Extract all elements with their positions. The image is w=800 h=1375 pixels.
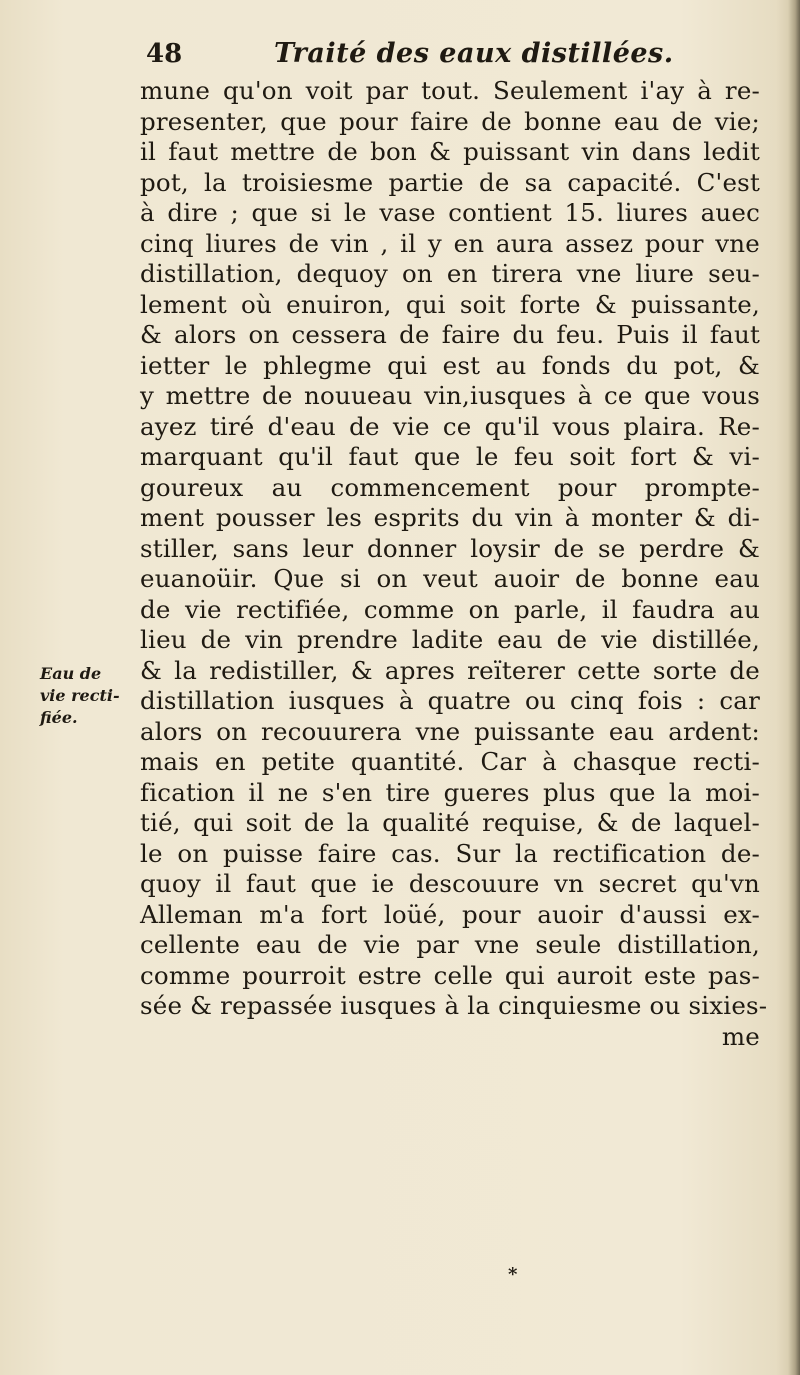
page-edge-shadow [788,0,800,1375]
margin-note [40,663,140,729]
text-line: mais en petite quantité. Car à chasque recti- [140,747,760,776]
text-line: de vie rectifiée, comme on parle, il faudra au [140,594,760,624]
page-header [146,34,766,74]
text-line: pot, la troisiesme partie de sa capacité. C'est [140,167,760,197]
text-line: cinq liures de vin , il y en aura assez pour vne [140,228,760,258]
text-line: Alleman m'a fort loüé, pour auoir d'aussi ex- [140,899,760,929]
text-line: stiller, sans leur donner loysir de se perdre & [140,533,760,563]
text-line: ayez tiré d'eau de vie ce qu'il vous plaira. Re- [140,411,760,441]
text-line: presenter, que pour faire de bonne eau de vie; [140,106,760,136]
body-text [140,76,768,1052]
catchword: me [721,1021,760,1051]
text-line: distillation iusques à quatre ou cinq fois : car [140,686,760,715]
text-line: & alors on cessera de faire du feu. Puis il faut [140,320,760,349]
text-line: tié, qui soit de la qualité requise, & de laquel- [140,808,760,837]
text-line: il faut mettre de bon & puissant vin dans ledit [140,137,760,166]
text-line: lieu de vin prendre ladite eau de vie distillée, [140,625,760,654]
page-number: 48 [146,39,183,69]
text-line: euanoüir. Que si on veut auoir de bonne eau [140,564,760,593]
text-line: y mettre de nouueau vin,iusques à ce que vous [140,381,760,410]
text-line: cellente eau de vie par vne seule distillation, [140,930,760,959]
text-line: marquant qu'il faut que le feu soit fort & vi- [140,442,760,471]
text-line: & la redistiller, & apres reïterer cette sorte de [140,655,760,685]
running-title: Traité des eaux distillées. [274,38,674,69]
text-line: alors on recouurera vne puissante eau ardent: [140,716,760,746]
text-line: ment pousser les esprits du vin à monter & di- [140,503,760,532]
text-line: fication il ne s'en tire gueres plus que la moi- [140,777,760,807]
text-line: lement où enuiron, qui soit forte & puissante, [140,289,760,319]
margin-note-line: vie recti- [40,686,120,705]
text-line: ietter le phlegme qui est au fonds du pot, & [140,350,760,380]
text-line: sée & repassée iusques à la cinquiesme ou sixies- [140,991,768,1020]
text-line: quoy il faut que ie descouure vn secret qu'vn [140,869,760,898]
margin-note-line: Eau de [40,664,102,683]
text-line: à dire ; que si le vase contient 15. liures auec [140,198,760,227]
text-line: comme pourroit estre celle qui auroit este pas- [140,960,760,990]
text-line: mune qu'on voit par tout. Seulement i'ay à re- [140,76,760,105]
text-line: le on puisse faire cas. Sur la rectification de- [140,838,760,868]
text-line: distillation, dequoy on en tirera vne liure seu- [140,259,760,288]
margin-note-line: fiée. [40,708,78,727]
text-line: goureux au commencement pour prompte- [140,472,760,502]
signature-mark: * [508,1264,518,1285]
